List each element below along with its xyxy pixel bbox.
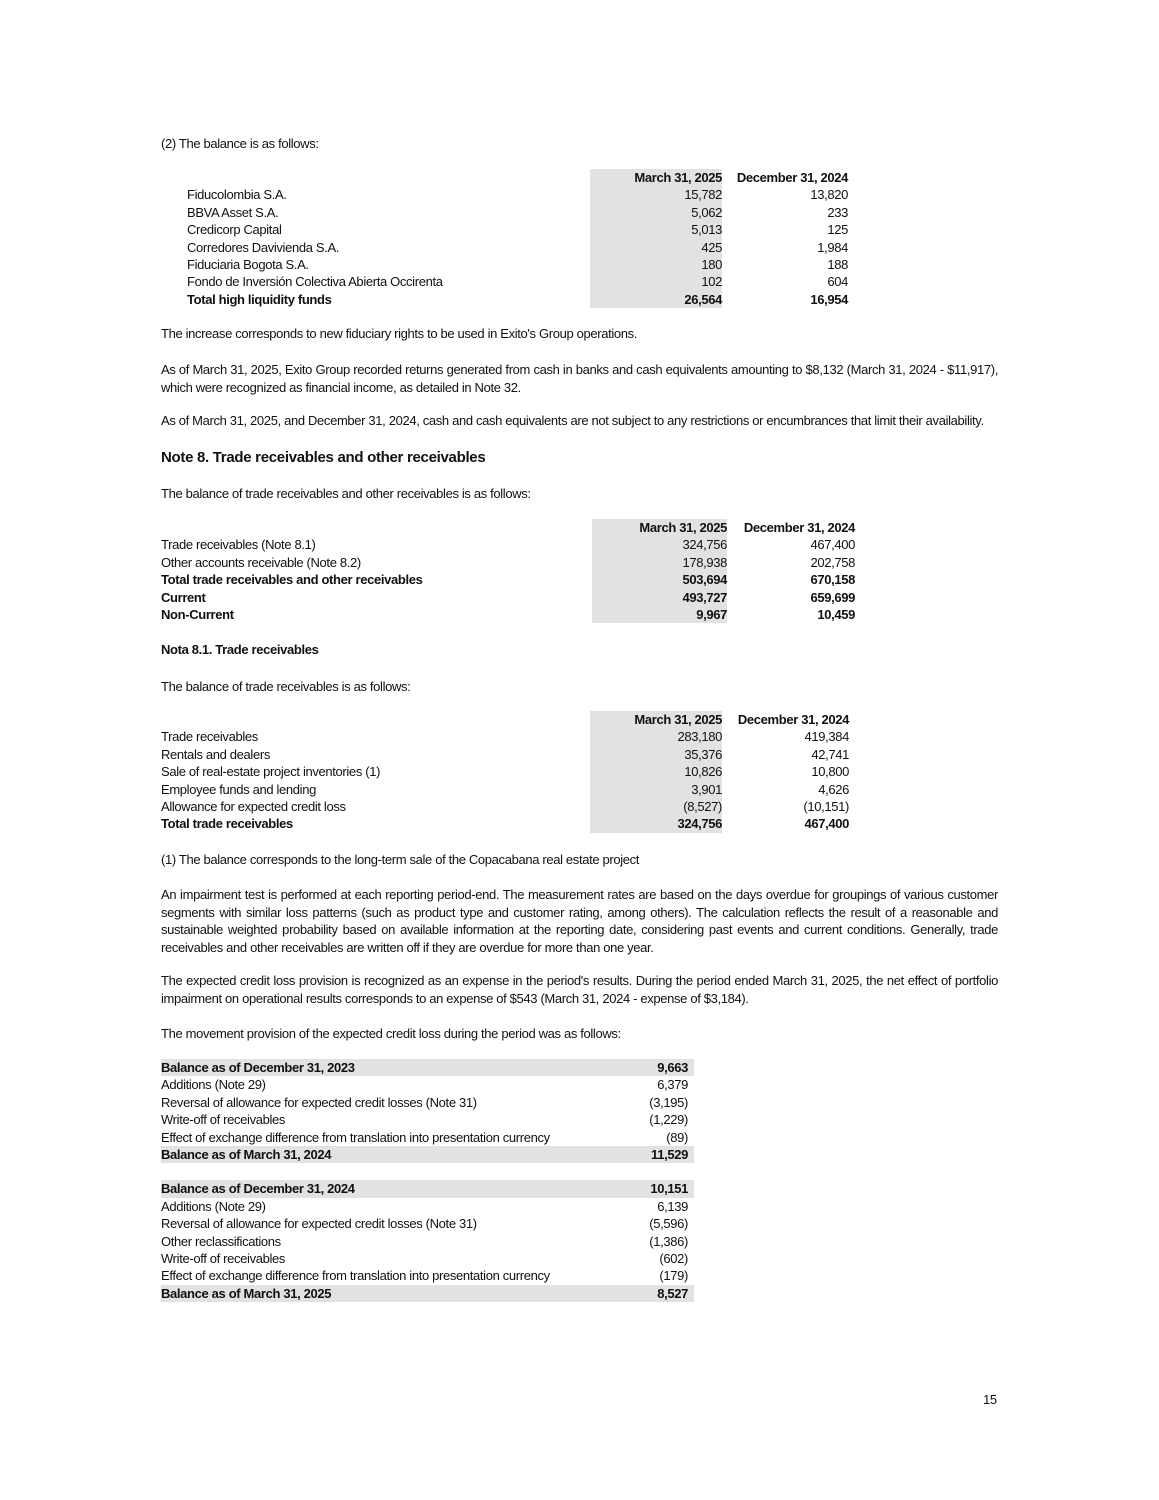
row-label: Credicorp Capital <box>187 222 282 238</box>
row-label: Current <box>161 589 206 605</box>
row-label: Sale of real-estate project inventories (1) <box>161 764 381 780</box>
table-row <box>161 1198 694 1215</box>
row-value: (10,151) <box>803 799 849 815</box>
row-value: 125 <box>827 222 848 238</box>
row-label: Employee funds and lending <box>161 781 316 797</box>
table-row <box>161 1250 694 1267</box>
row-value: (89) <box>666 1129 688 1145</box>
row-value: 3,901 <box>590 781 722 798</box>
table-row <box>187 239 848 256</box>
row-value: (5,596) <box>649 1216 688 1232</box>
row-label: Total trade receivables and other receivables <box>161 572 423 588</box>
row-label: Trade receivables <box>161 729 258 745</box>
row-value: 670,158 <box>810 572 855 588</box>
row-value: 16,954 <box>810 291 848 307</box>
table-row <box>161 554 855 571</box>
table-row <box>161 1215 694 1232</box>
row-value: (1,386) <box>649 1233 688 1249</box>
row-label: Total high liquidity funds <box>187 291 332 307</box>
row-label: BBVA Asset S.A. <box>187 204 279 220</box>
row-label: Balance as of March 31, 2024 <box>161 1146 575 1163</box>
row-value: 503,694 <box>592 571 727 588</box>
header-spacer <box>187 169 590 186</box>
header-spacer <box>161 711 590 728</box>
row-value: 493,727 <box>592 589 727 606</box>
row-value: 10,826 <box>590 763 722 780</box>
row-value: 5,062 <box>590 204 722 221</box>
table-row <box>161 781 849 798</box>
row-label: Rentals and dealers <box>161 746 270 762</box>
table-row <box>161 746 849 763</box>
row-value: 10,459 <box>817 607 855 623</box>
row-value: 6,379 <box>657 1077 688 1093</box>
paragraph: The increase corresponds to new fiduciary rights to be used in Exito's Group operations. <box>161 326 638 341</box>
row-value: (602) <box>659 1251 688 1267</box>
row-value: 1,984 <box>817 239 848 255</box>
paragraph: The balance of trade receivables is as follows: <box>161 679 411 694</box>
row-value: 5,013 <box>590 221 722 238</box>
paragraph: As of March 31, 2025, Exito Group recorded returns generated from cash in banks and cash equivalents amounting to $8,132 (March 31, 2024 - $11,917), which were recognized as financial income, as detailed in Note 32. <box>161 362 998 395</box>
row-label: Fondo de Inversión Colectiva Abierta Occirenta <box>187 274 443 290</box>
page-number: 15 <box>983 1392 997 1407</box>
row-label: Reversal of allowance for expected credit losses (Note 31) <box>161 1094 477 1110</box>
table-total-row <box>161 1059 694 1076</box>
table-row <box>161 1267 694 1284</box>
table-total-row <box>161 815 849 832</box>
row-value: 8,527 <box>575 1285 694 1302</box>
row-value: 4,626 <box>818 781 849 797</box>
header-spacer <box>161 519 592 536</box>
table-row <box>187 204 848 221</box>
row-label: Corredores Davivienda S.A. <box>187 239 340 255</box>
column-header: December 31, 2024 <box>736 170 848 185</box>
row-value: 659,699 <box>810 589 855 605</box>
paragraph: As of March 31, 2025, and December 31, 2024, cash and cash equivalents are not subject to any restrictions or encumbrances that limit their availability. <box>161 413 984 428</box>
row-value: 9,663 <box>575 1059 694 1076</box>
row-label: Balance as of March 31, 2025 <box>161 1285 575 1302</box>
row-label: Write-off of receivables <box>161 1112 286 1128</box>
row-label: Trade receivables (Note 8.1) <box>161 537 316 553</box>
credit-loss-movement-table <box>161 1059 694 1302</box>
table-total-row <box>161 1285 694 1302</box>
row-label: Additions (Note 29) <box>161 1198 266 1214</box>
row-value: 419,384 <box>804 729 849 745</box>
row-value: 26,564 <box>590 291 722 308</box>
table-row <box>161 1129 694 1146</box>
table-total-row <box>161 606 855 623</box>
table-row <box>187 273 848 290</box>
row-value: 102 <box>590 273 722 290</box>
row-label: Write-off of receivables <box>161 1251 286 1267</box>
column-header: December 31, 2024 <box>743 520 855 535</box>
table-row <box>161 763 849 780</box>
row-label: Other accounts receivable (Note 8.2) <box>161 554 361 570</box>
column-header: March 31, 2025 <box>590 169 722 186</box>
row-label: Allowance for expected credit loss <box>161 799 346 815</box>
row-label: Fiduciaria Bogota S.A. <box>187 257 309 273</box>
row-label: Balance as of December 31, 2024 <box>161 1180 575 1197</box>
row-value: 425 <box>590 239 722 256</box>
paragraph: The expected credit loss provision is recognized as an expense in the period's results. During the period ended March 31, 2025, the net effect of portfolio impairment on operational results corresponds to an expense of $543 (March 31, 2024 - expense of $3,184). <box>161 973 998 1006</box>
row-value: 13,820 <box>810 187 848 203</box>
row-value: 10,151 <box>575 1180 694 1197</box>
row-value: 9,967 <box>592 606 727 623</box>
row-value: 233 <box>827 204 848 220</box>
row-value: 42,741 <box>811 746 849 762</box>
table-row <box>161 1233 694 1250</box>
row-value: 604 <box>827 274 848 290</box>
table-total-row <box>187 291 848 308</box>
spacer-cell <box>161 1163 575 1180</box>
row-value: 11,529 <box>575 1146 694 1163</box>
table-row <box>161 1111 694 1128</box>
table-row <box>161 1094 694 1111</box>
row-value: 467,400 <box>804 816 849 832</box>
table-row <box>187 256 848 273</box>
paragraph: The balance of trade receivables and other receivables is as follows: <box>161 486 531 501</box>
row-value: (1,229) <box>649 1112 688 1128</box>
row-value: 324,756 <box>592 536 727 553</box>
row-label: Total trade receivables <box>161 816 293 832</box>
row-value: 324,756 <box>590 815 722 832</box>
row-value: (3,195) <box>649 1094 688 1110</box>
paragraph: An impairment test is performed at each reporting period-end. The measurement rates are based on the days overdue for groupings of various customer segments with similar loss patterns (such as product type and customer rating, among others). The calculation reflects the result of a reasonable and sustainable weighted probability based on available information at the reporting date, considering past events and current conditions. Generally, trade receivables and other receivables are written off if they are overdue for more than one year. <box>161 887 998 955</box>
row-value: 180 <box>590 256 722 273</box>
table-row <box>161 1076 694 1093</box>
table-row <box>161 728 849 745</box>
row-label: Other reclassifications <box>161 1233 281 1249</box>
row-value: 6,139 <box>657 1198 688 1214</box>
table-total-row <box>161 1180 694 1197</box>
row-value: 15,782 <box>590 186 722 203</box>
row-label: Effect of exchange difference from translation into presentation currency <box>161 1268 550 1284</box>
row-label: Reversal of allowance for expected credit losses (Note 31) <box>161 1216 477 1232</box>
table-header-row <box>187 169 848 186</box>
row-value: 202,758 <box>810 554 855 570</box>
high-liquidity-funds-table <box>187 169 848 308</box>
table-total-row <box>161 1146 694 1163</box>
row-label: Non-Current <box>161 607 234 623</box>
row-label: Fiducolombia S.A. <box>187 187 287 203</box>
row-value: 35,376 <box>590 746 722 763</box>
table-total-row <box>161 571 855 588</box>
row-value: (179) <box>659 1268 688 1284</box>
row-value: 188 <box>827 257 848 273</box>
column-header: December 31, 2024 <box>737 712 849 727</box>
receivables-table <box>161 519 855 623</box>
spacer-cell <box>575 1163 694 1180</box>
table-row <box>161 798 849 815</box>
row-value: (8,527) <box>590 798 722 815</box>
trade-receivables-table <box>161 711 849 833</box>
note-2-intro: (2) The balance is as follows: <box>161 136 319 151</box>
table-row <box>161 536 855 553</box>
row-label: Additions (Note 29) <box>161 1077 266 1093</box>
row-value: 283,180 <box>590 728 722 745</box>
note-8-heading: Note 8. Trade receivables and other receivables <box>161 449 486 466</box>
paragraph: The movement provision of the expected credit loss during the period was as follows: <box>161 1026 621 1041</box>
row-value: 10,800 <box>811 764 849 780</box>
note-8-1-heading: Nota 8.1. Trade receivables <box>161 642 319 657</box>
column-header: March 31, 2025 <box>592 519 727 536</box>
row-label: Balance as of December 31, 2023 <box>161 1059 575 1076</box>
table-header-row <box>161 519 855 536</box>
column-header: March 31, 2025 <box>590 711 722 728</box>
table-row <box>187 186 848 203</box>
table-header-row <box>161 711 849 728</box>
table-row <box>187 221 848 238</box>
table-total-row <box>161 589 855 606</box>
row-label: Effect of exchange difference from translation into presentation currency <box>161 1129 550 1145</box>
row-value: 178,938 <box>592 554 727 571</box>
footnote: (1) The balance corresponds to the long-term sale of the Copacabana real estate project <box>161 852 640 867</box>
spacer-row <box>161 1163 694 1180</box>
row-value: 467,400 <box>810 537 855 553</box>
